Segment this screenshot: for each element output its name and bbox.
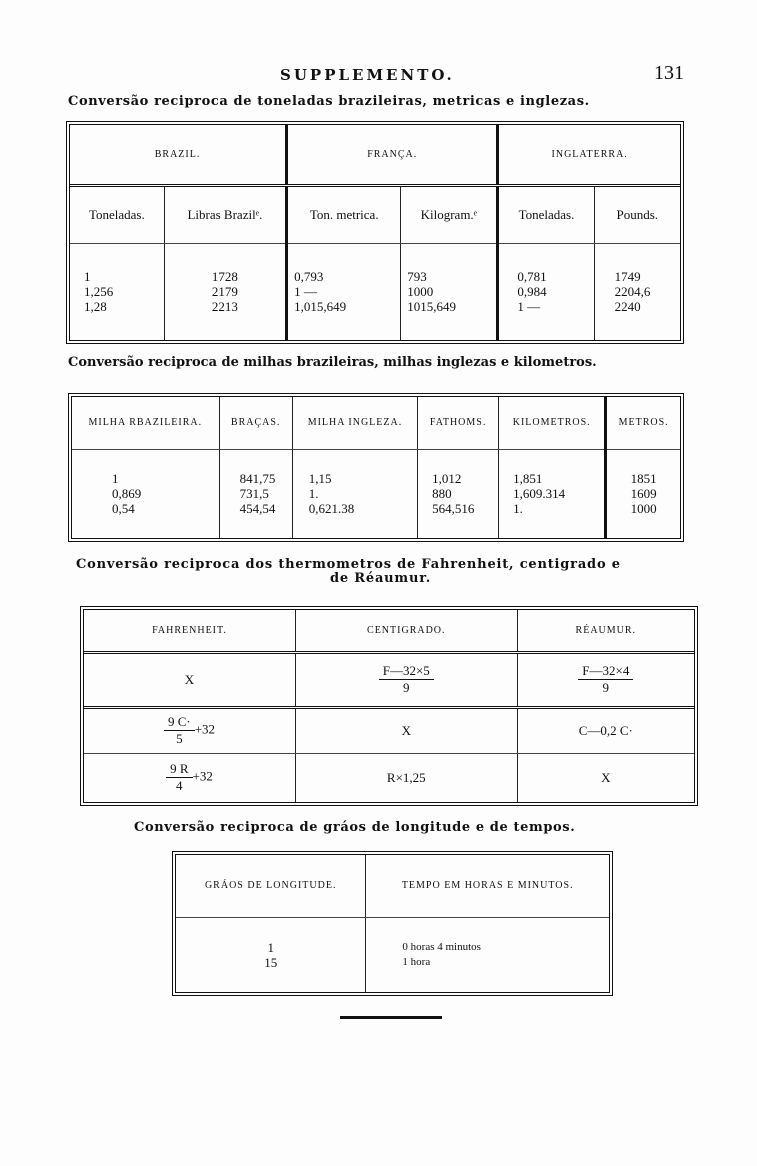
cell: 1 0,869 0,54 [112, 471, 142, 517]
end-rule [340, 1016, 442, 1019]
cell: X [84, 652, 295, 707]
formula-num: F—32×5 [379, 663, 434, 680]
formula-den: 9 [602, 680, 610, 695]
tonnage-table [66, 121, 684, 344]
col-header: MILHA RBAZILEIRA. [72, 397, 219, 449]
formula-num: F—32×4 [578, 663, 633, 680]
col-header: Toneladas. [498, 185, 594, 243]
cell: 1,012 880 564,516 [418, 449, 499, 538]
formula-den: 5 [176, 731, 183, 746]
cell: 0,793 1 — 1,015,649 [287, 243, 401, 340]
col-header: METROS. [606, 397, 680, 449]
cell: 1851 1609 1000 [606, 449, 680, 538]
section3-title-2: de Réaumur. [330, 571, 432, 586]
col-header: CENTIGRADO. [295, 610, 517, 652]
page-number: 131 [654, 62, 684, 84]
formula-num: 9 C· [164, 714, 195, 731]
group-brazil: BRAZIL. [70, 125, 287, 185]
cell: X [517, 753, 694, 802]
running-header: SUPPLEMENTO. [280, 66, 455, 84]
formula-den: 4 [176, 778, 183, 794]
cell: 1 1,256 1,28 [84, 269, 114, 315]
col-header: Toneladas. [70, 185, 164, 243]
formula-tail: +32 [194, 721, 216, 737]
col-header: TEMPO EM HORAS E MINUTOS. [366, 855, 609, 917]
col-header: Libras Brazilᵉ. [164, 185, 286, 243]
section4-title: Conversão reciproca de gráos de longitude e de tempos. [134, 820, 576, 835]
col-header: KILOMETROS. [499, 397, 606, 449]
cell: 1,15 1. 0,621.38 [292, 449, 417, 538]
section3-title: Conversão reciproca dos thermometros de Fahrenheit, centigrado e [76, 557, 621, 572]
cell: 0 horas 4 minutos 1 hora [366, 917, 609, 992]
col-header: GRÁOS DE LONGITUDE. [176, 855, 366, 917]
col-header: FAHRENHEIT. [84, 610, 295, 652]
cell: R×1,25 [295, 753, 517, 802]
cell: 793 1000 1015,649 [401, 243, 498, 340]
cell: 1 15 [264, 939, 278, 970]
cell: 0,781 0,984 1 — [498, 243, 594, 340]
col-header: RÉAUMUR. [517, 610, 694, 652]
miles-table [68, 393, 684, 542]
section2-title: Conversão reciproca de milhas brazileiras, milhas inglezas e kilometros. [68, 355, 597, 370]
cell: X [295, 707, 517, 753]
formula-num: 9 R [166, 761, 192, 778]
col-header: MILHA INGLEZA. [292, 397, 417, 449]
thermometer-table [80, 606, 698, 806]
group-inglaterra: INGLATERRA. [498, 125, 680, 185]
col-header: Ton. metrica. [287, 185, 401, 243]
cell: 1,851 1,609.314 1. [499, 449, 606, 538]
section1-title: Conversão reciproca de toneladas brazileiras, metricas e inglezas. [68, 94, 590, 109]
col-header: Pounds. [594, 185, 680, 243]
cell: 1749 2204,6 2240 [594, 243, 680, 340]
longitude-table [172, 851, 613, 996]
col-header: Kilogram.ᵉ [401, 185, 498, 243]
cell: C—0,2 C· [517, 707, 694, 753]
col-header: FATHOMS. [418, 397, 499, 449]
cell: 1728 2179 2213 [164, 243, 286, 340]
col-header: BRAÇAS. [219, 397, 292, 449]
formula-tail: +32 [192, 768, 213, 784]
cell: 841,75 731,5 454,54 [219, 449, 292, 538]
group-franca: FRANÇA. [287, 125, 498, 185]
formula-den: 9 [403, 680, 410, 695]
